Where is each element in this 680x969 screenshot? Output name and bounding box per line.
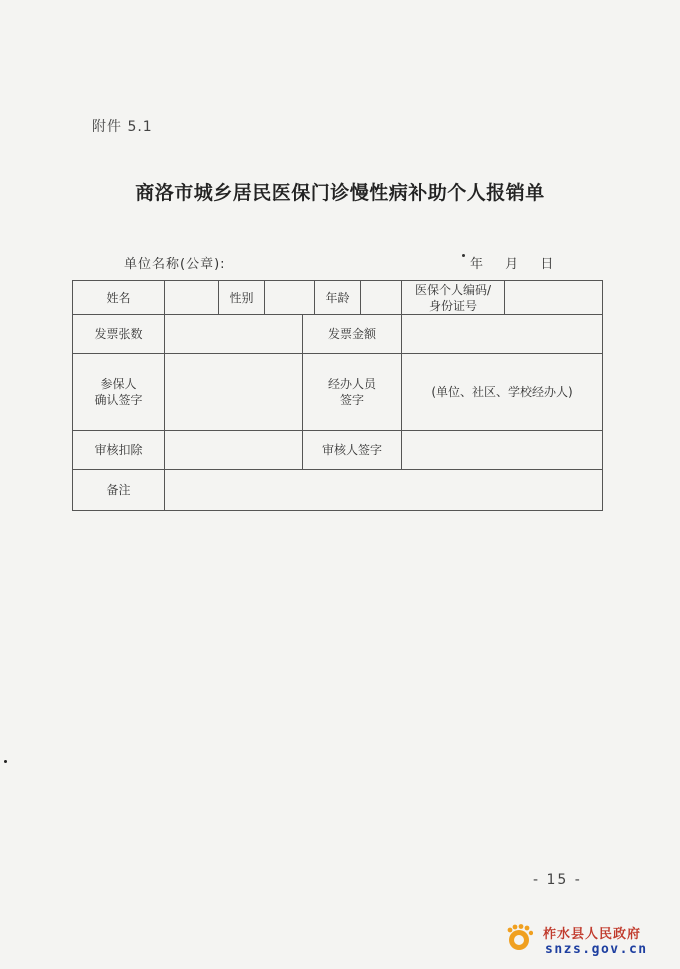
ink-speck <box>4 760 7 763</box>
table-row <box>73 431 603 470</box>
insurance-id-label <box>402 281 505 315</box>
date-day: 日 <box>540 257 554 272</box>
insured-sign-label-line1: 参保人 <box>100 377 137 391</box>
insured-sign-label-line2: 确认签字 <box>94 393 143 407</box>
government-logo-icon <box>505 924 533 952</box>
age-value[interactable] <box>361 281 402 315</box>
gender-value[interactable] <box>265 281 315 315</box>
remarks-value[interactable] <box>165 470 603 511</box>
attachment-label: 附件 5.1 <box>92 119 153 135</box>
name-label: 姓名 <box>73 281 165 315</box>
date-year: 年 <box>470 257 484 272</box>
auditor-sign-label: 审核人签字 <box>303 431 402 470</box>
insured-sign-label <box>73 354 165 431</box>
auditor-sign-value[interactable] <box>402 431 603 470</box>
audit-deduct-label: 审核扣除 <box>73 431 165 470</box>
table-row <box>73 354 603 431</box>
reimbursement-form-table <box>72 280 603 511</box>
page-title: 商洛市城乡居民医保门诊慢性病补助个人报销单 <box>135 182 545 204</box>
handler-sign-value[interactable]: (单位、社区、学校经办人) <box>402 354 603 431</box>
gender-label: 性别 <box>219 281 265 315</box>
insurance-id-label-line2: 身份证号 <box>428 298 477 313</box>
remarks-label: 备注 <box>73 470 165 511</box>
age-label: 年龄 <box>315 281 361 315</box>
unit-name-line: 单位名称(公章): <box>124 257 226 272</box>
handler-sign-label-line2: 签字 <box>339 393 364 407</box>
watermark-url: snzs.gov.cn <box>545 942 648 957</box>
invoice-count-label: 发票张数 <box>73 315 165 354</box>
invoice-amount-value[interactable] <box>402 315 603 354</box>
page-number: - 15 - <box>533 872 582 888</box>
audit-deduct-value[interactable] <box>165 431 303 470</box>
name-value[interactable] <box>165 281 219 315</box>
watermark-name: 柞水县人民政府 <box>543 927 642 942</box>
table-row <box>73 281 603 315</box>
table-row <box>73 315 603 354</box>
ink-speck <box>462 254 465 257</box>
date-month: 月 <box>505 257 519 272</box>
invoice-count-value[interactable] <box>165 315 303 354</box>
invoice-amount-label: 发票金额 <box>303 315 402 354</box>
handler-sign-label <box>303 354 402 431</box>
insurance-id-label-line1: 医保个人编码/ <box>414 282 492 297</box>
table-row <box>73 470 603 511</box>
handler-sign-label-line1: 经办人员 <box>327 377 376 391</box>
date-line <box>470 253 571 272</box>
site-watermark <box>505 922 675 962</box>
insured-sign-value[interactable] <box>165 354 303 431</box>
insurance-id-value[interactable] <box>505 281 603 315</box>
